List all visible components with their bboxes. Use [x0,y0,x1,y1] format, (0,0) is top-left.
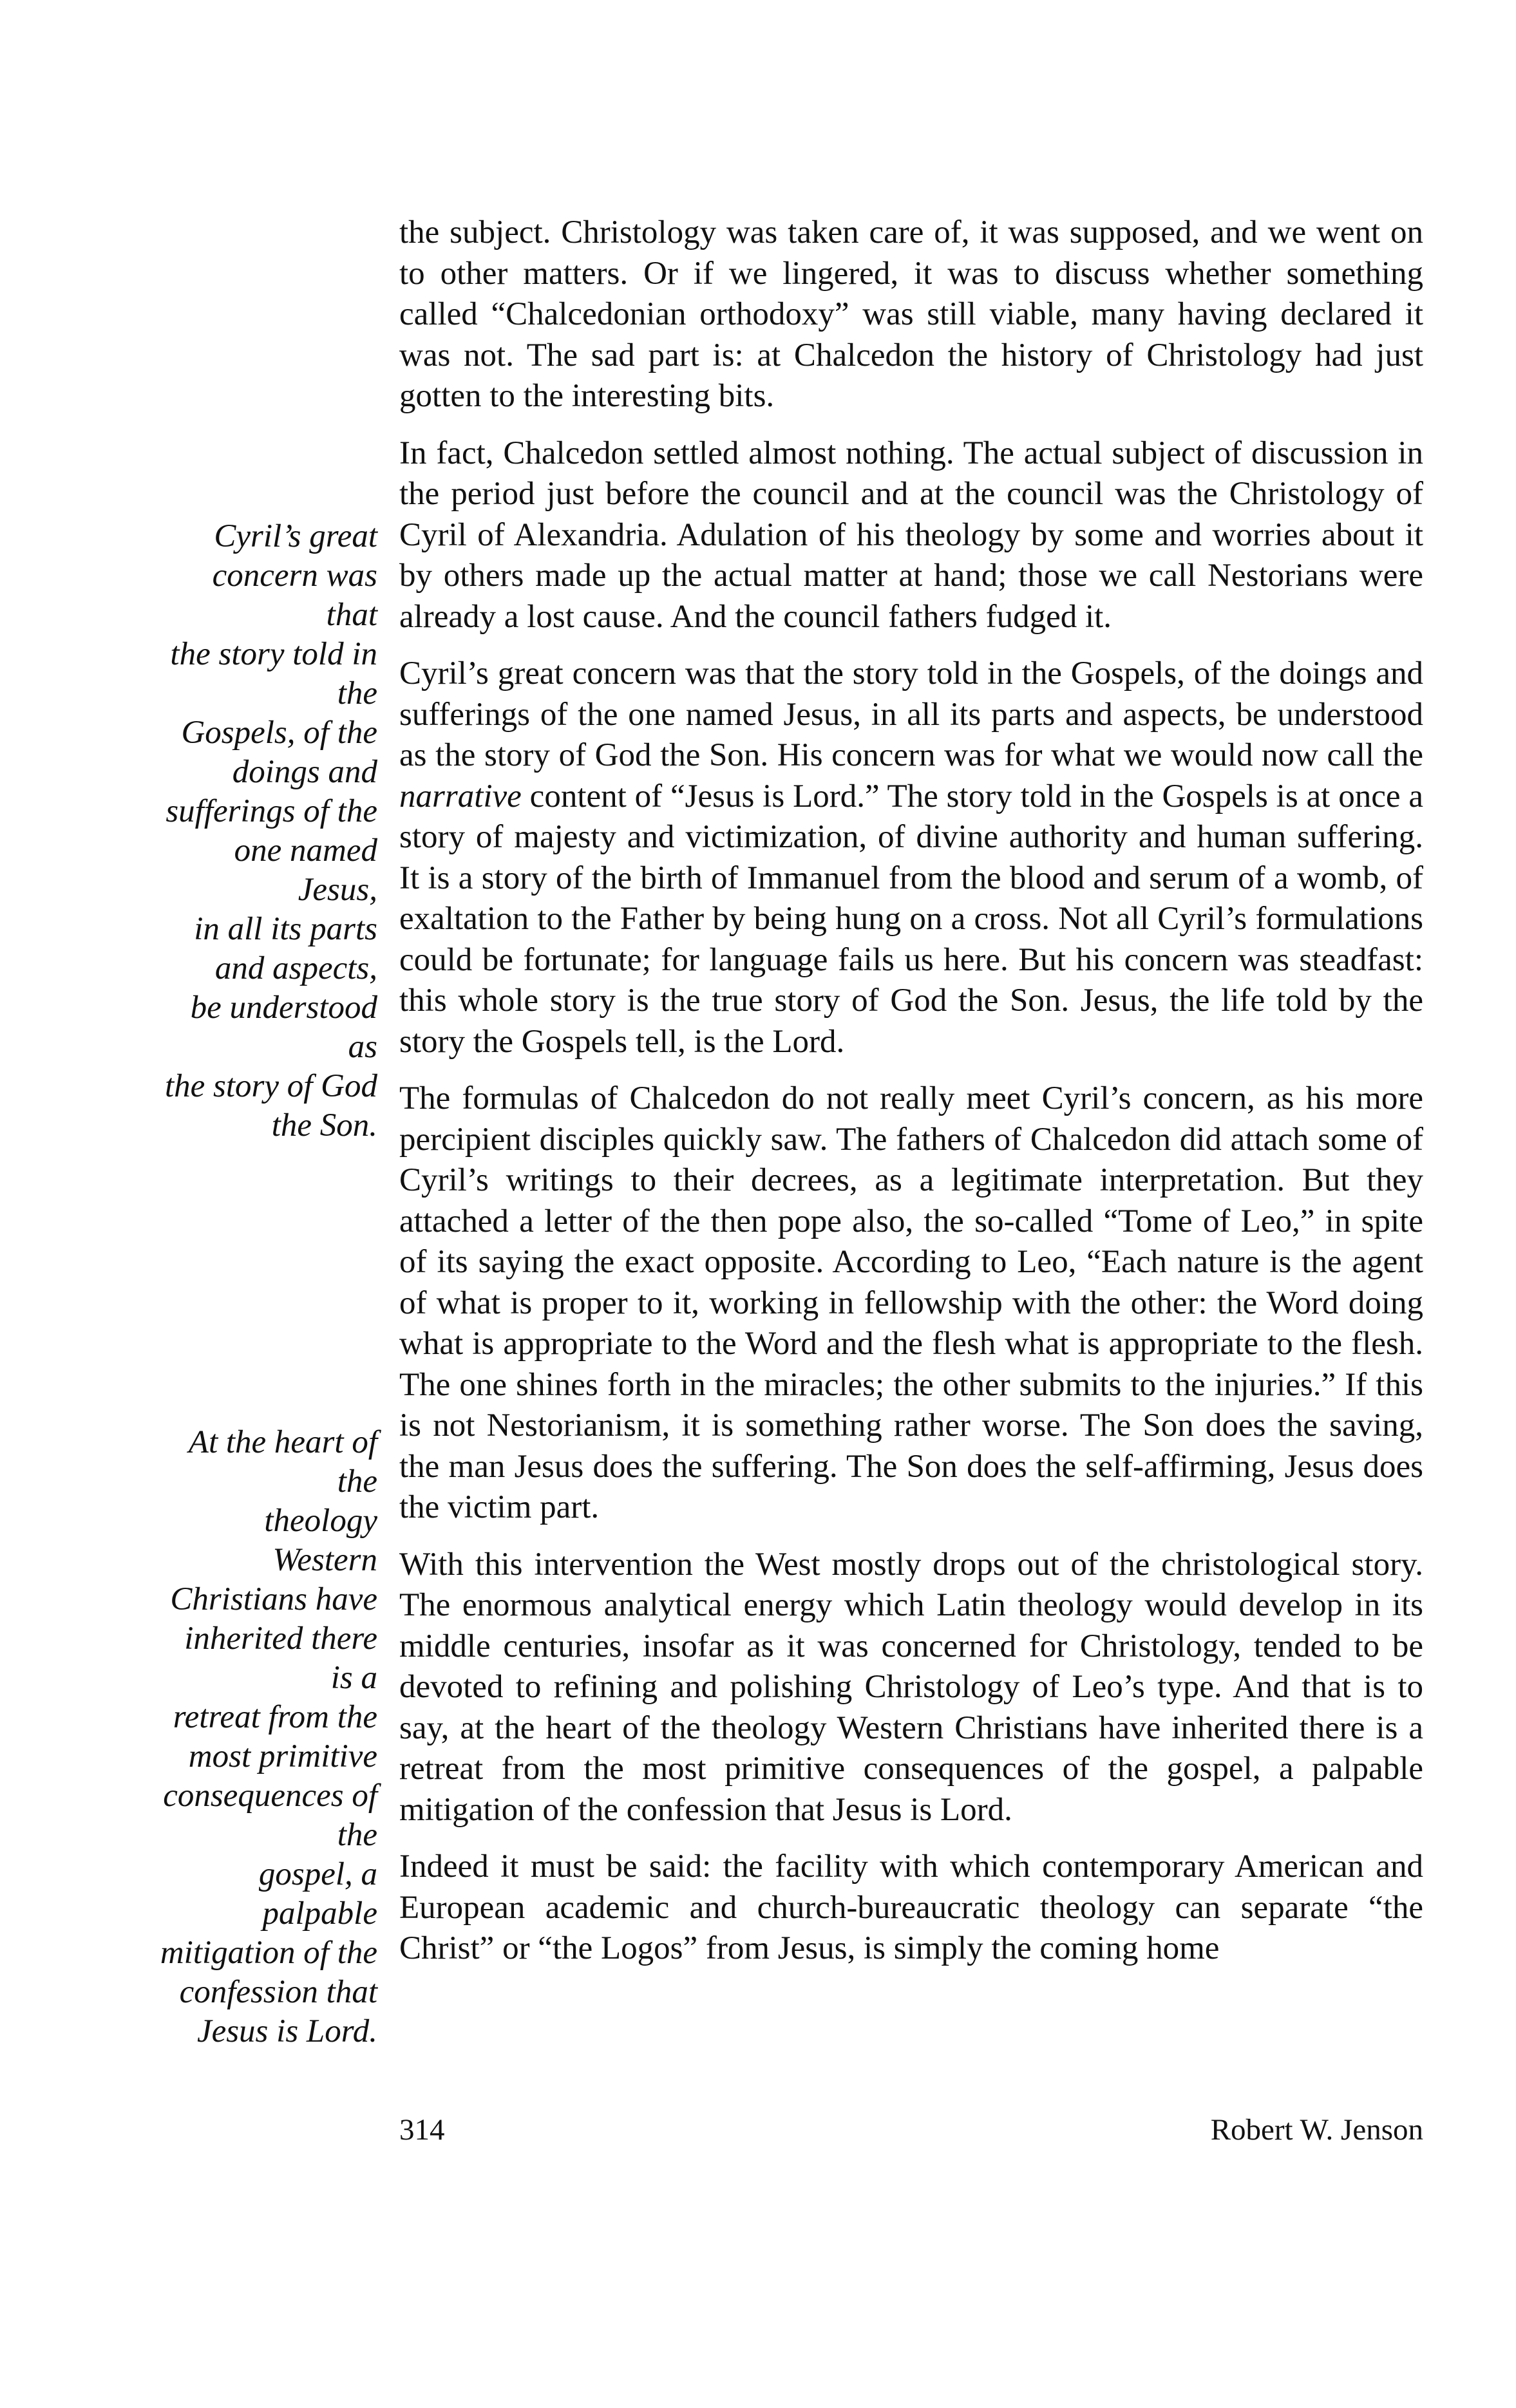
pull-quote-line: theology Western [264,1503,377,1578]
pull-quote-line: concern was that [212,558,377,633]
body-paragraph [399,654,1423,1062]
body-paragraph: the subject. Christology was taken care of, it was supposed, and we went on to other matters. Or if we lingered, it was to discuss whether something called “Chalcedonian orthodoxy” was still viable, many having declared it was not. The sad part is: at Chalcedon the history of Christology had just gotten to the interesting bits. [399,214,1423,414]
pull-quote-line: be understood as [190,990,377,1065]
page-number: 314 [399,2113,445,2147]
body-text-column [399,212,1423,1986]
pull-quote-line: consequences of the [163,1778,377,1853]
pull-quote-line: Christians have [170,1581,377,1617]
emphasized-word: narrative [399,778,522,814]
pull-quote-line: sufferings of the [166,793,377,829]
pull-quote-line: Gospels, of the [181,715,377,751]
pull-quote-line: the story of God [164,1068,377,1104]
body-paragraph: In fact, Chalcedon settled almost nothing. The actual subject of discussion in the period just before the council and at the council was the Christology of Cyril of Alexandria. Adulation of his theology by some and worries about it by others made up the actual matter at hand; those we call Nestorians were already a lost cause. And the council fathers fudged it. [399,435,1423,635]
pull-quote-line: inherited there is a [184,1621,377,1696]
body-paragraph: The formulas of Chalcedon do not really meet Cyril’s concern, as his more percipient disciples quickly saw. The fathers of Chalcedon did attach some of Cyril’s writings to their decrees, as a legitimate interpretation. But they attached a letter of the then pope also, the so-called “Tome of Leo,” in spite of its saying the exact opposite. According to Leo, “Each nature is the agent of what is proper to it, working in fellowship with the other: the Word doing what is appropriate to the Word and the flesh what is appropriate to the flesh. The one shines forth in the miracles; the other submits to the injuries.” If this is not Nestorianism, it is something rather worse. The Son does the saving, the man Jesus does the suffering. The Son does the self-affirming, Jesus does the victim part. [399,1080,1423,1525]
pull-quote-line: doings and [232,754,377,790]
pull-quote-line: Cyril’s great [214,518,377,554]
pull-quote-line: gospel, a palpable [258,1856,377,1932]
pull-quote-line: mitigation of the [160,1935,377,1971]
pull-quote-cyril [158,517,377,1145]
pull-quote-line: one named Jesus, [234,832,377,908]
pull-quote-line: most primitive [188,1738,377,1774]
pull-quote-line: the Son. [271,1107,377,1143]
pull-quote-line: retreat from the [173,1699,377,1735]
body-paragraph: Indeed it must be said: the facility with which contemporary American and European academic and church-bureaucratic theology can separate “the Christ” or “the Logos” from Jesus, is simply the coming home [399,1848,1423,1966]
paragraph-text: content of “Jesus is Lord.” The story told in the Gospels is at once a story of majesty and victimization, of divine authority and human suffering. It is a story of the birth of Immanuel from the blood and serum of a womb, of exaltation to the Father by being hung on a cross. Not all Cyril’s formulations could be fortunate; for language fails us here. But his concern was steadfast: this whole story is the true story of God the Son. Jesus, the life told by the story the Gospels tell, is the Lord. [399,778,1423,1060]
paragraph-text: Cyril’s great concern was that the story told in the Gospels, of the doings and sufferings of the one named Jesus, in all its parts and aspects, be understood as the story of God the Son. His concern was for what we would now call the [399,655,1423,773]
pull-quote-line: the story told in the [170,636,377,711]
body-paragraph: With this intervention the West mostly drops out of the christological story. The enormous analytical energy which Latin theology would develop in its middle centuries, insofar as it was concerned for Christology, tended to be devoted to refining and polishing Christology of Leo’s type. And that is to say, at the heart of the theology Western Christians have inherited there is a retreat from the most primitive consequences of the gospel, a palpable mitigation of the confession that Jesus is Lord. [399,1546,1423,1828]
pull-quote-line: Jesus is Lord. [196,2013,377,2049]
pull-quote-line: in all its parts [194,911,377,947]
pull-quote-line: At the heart of the [188,1424,377,1500]
pull-quote-western-theology [158,1423,377,2051]
pull-quote-line: and aspects, [214,950,377,986]
author-name: Robert W. Jenson [1210,2113,1423,2147]
pull-quote-line: confession that [179,1974,377,2010]
